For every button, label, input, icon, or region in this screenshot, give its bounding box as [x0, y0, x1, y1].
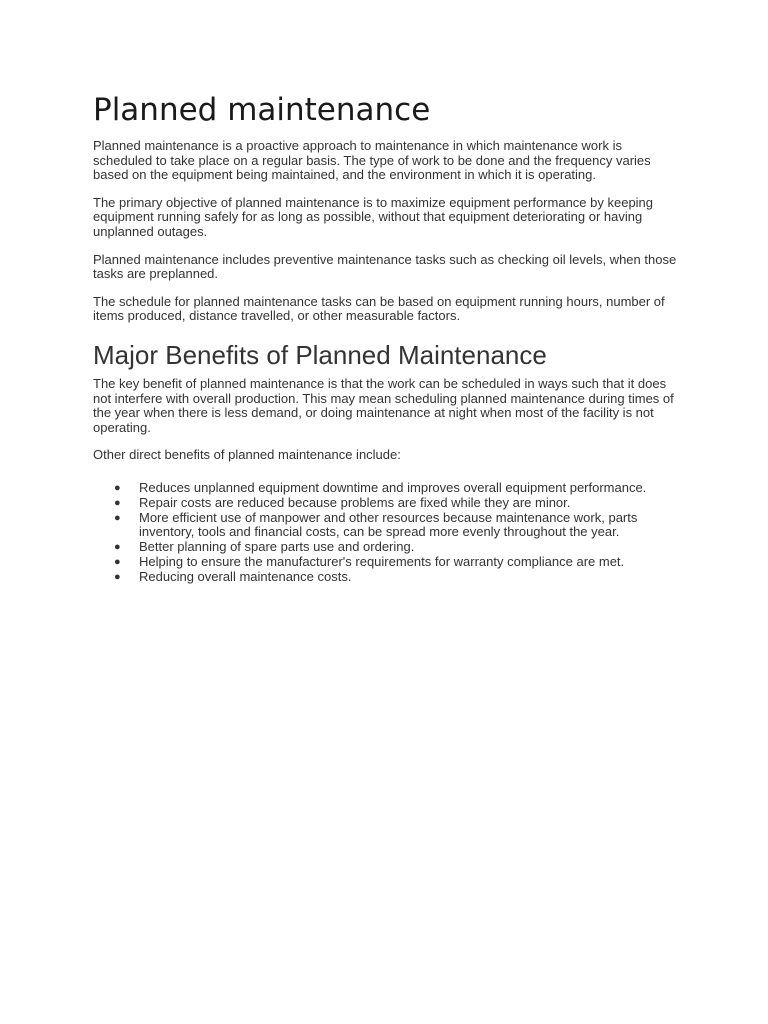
list-item-text: Reducing overall maintenance costs. [139, 568, 352, 584]
bullet-icon: ● [114, 511, 121, 524]
list-item-text: Helping to ensure the manufacturer's requirements for warranty compliance are met. [139, 553, 625, 569]
document-content [93, 86, 683, 584]
list-item-text: Better planning of spare parts use and ordering. [139, 539, 415, 555]
intro-paragraph-1: Planned maintenance is a proactive approach to maintenance in which maintenance work is scheduled to take place on a regular basis. The type of work to be done and the frequency varies based on the equipment being maintained, and the environment in which it is operating. [93, 138, 651, 183]
section-paragraph-1: The key benefit of planned maintenance is that the work can be scheduled in ways such that it does not interfere with overall production. This may mean scheduling planned maintenance during times of the year when there is less demand, or doing maintenance at night when most of the facility is not operating. [93, 375, 674, 435]
intro-paragraph-3: Planned maintenance includes preventive maintenance tasks such as checking oil levels, when those tasks are preplanned. [93, 251, 677, 282]
list-item [93, 555, 683, 570]
page-title: Planned maintenance [93, 92, 431, 128]
list-item [93, 496, 683, 511]
list-item-text: More efficient use of manpower and other resources because maintenance work, parts inventory, tools and financial costs, can be spread more evenly throughout the year. [139, 509, 638, 540]
list-item-text: Repair costs are reduced because problems are fixed while they are minor. [139, 494, 571, 510]
list-item-text: Reduces unplanned equipment downtime and improves overall equipment performance. [139, 479, 647, 495]
intro-paragraph-4: The schedule for planned maintenance tasks can be based on equipment running hours, number of items produced, distance travelled, or other measurable factors. [93, 293, 665, 324]
bullet-icon: ● [114, 570, 121, 583]
list-item [93, 570, 683, 585]
bullet-icon: ● [114, 496, 121, 509]
section-heading: Major Benefits of Planned Maintenance [93, 339, 547, 370]
bullet-icon: ● [114, 555, 121, 568]
section-paragraph-2: Other direct benefits of planned maintenance include: [93, 447, 401, 463]
list-item [93, 540, 683, 555]
list-item [93, 481, 683, 496]
intro-paragraph-2: The primary objective of planned maintenance is to maximize equipment performance by keeping equipment running safely for as long as possible, without that equipment deteriorating or having unplanned outages. [93, 194, 654, 239]
bullet-icon: ● [114, 541, 121, 554]
list-item [93, 511, 683, 541]
bullet-icon: ● [114, 481, 121, 494]
benefits-list [93, 481, 683, 585]
